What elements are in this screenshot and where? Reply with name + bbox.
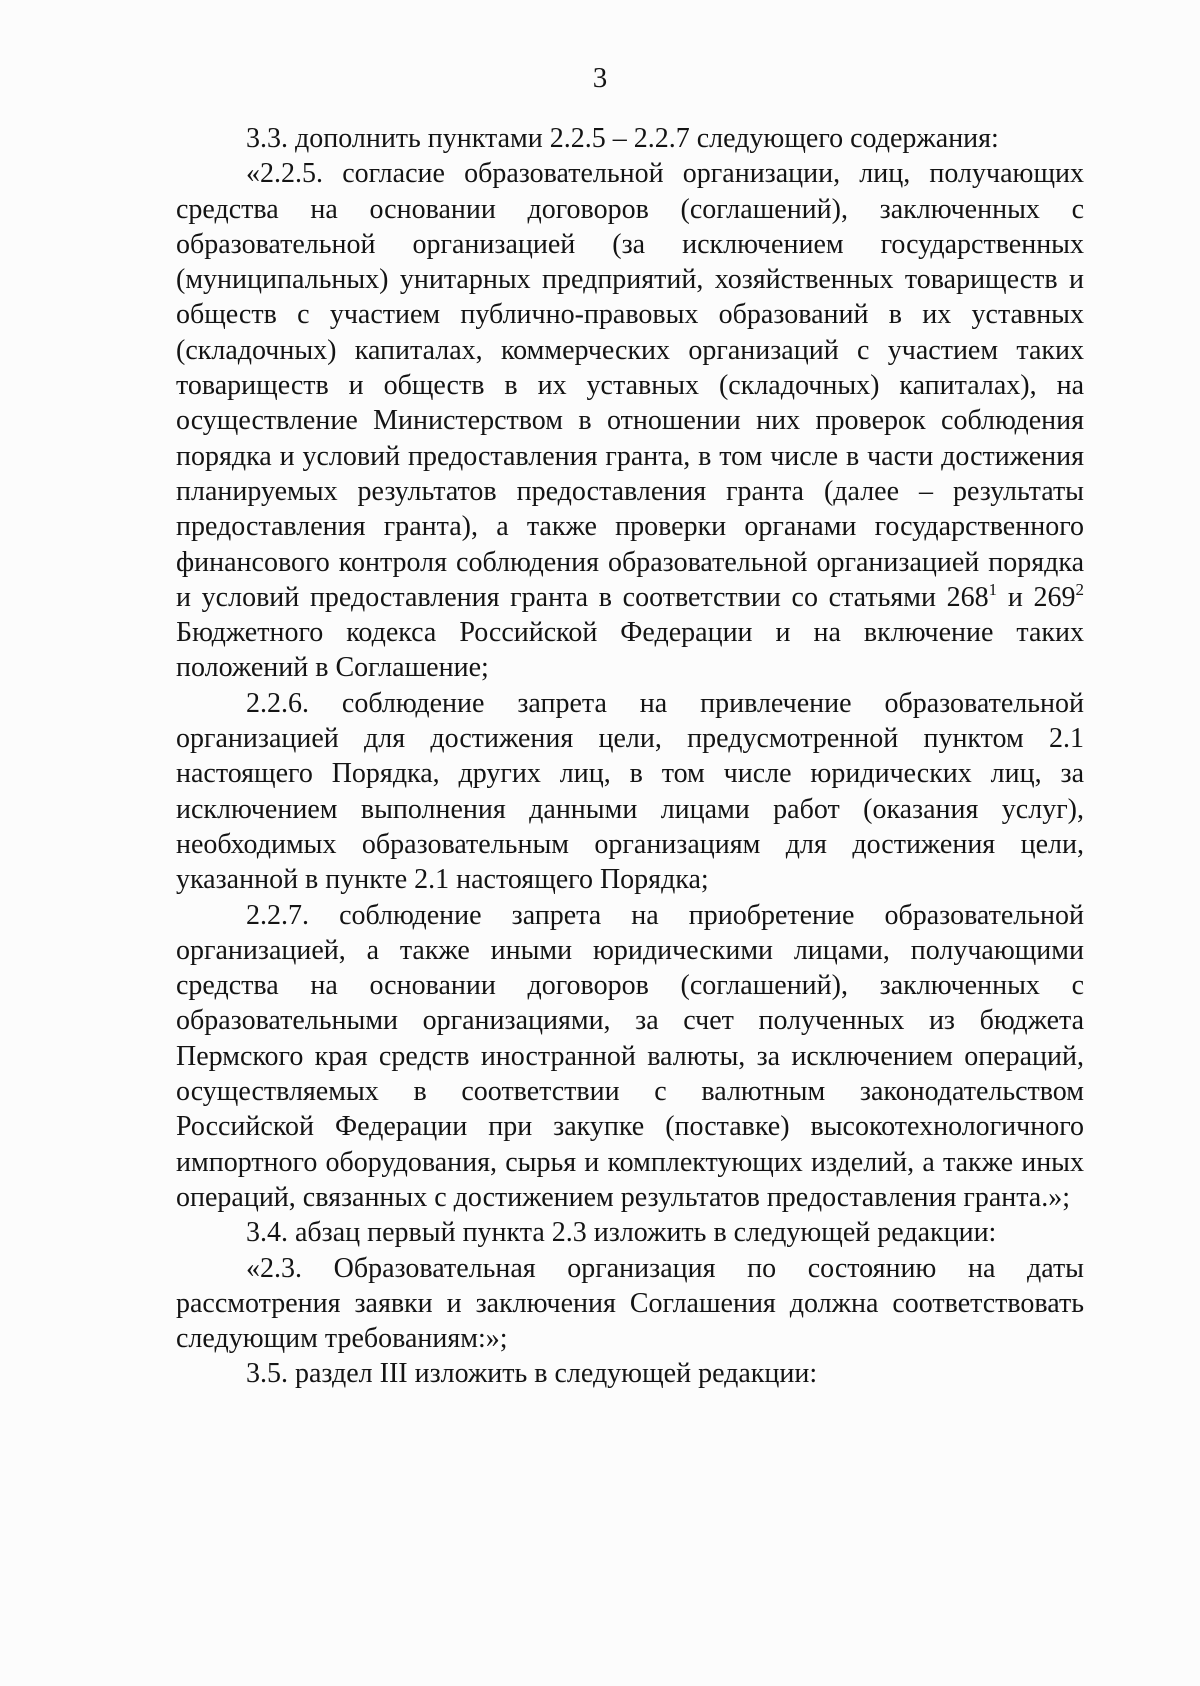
article-268-number: 268 <box>946 581 989 613</box>
paragraph-2-2-5-tail: Бюджетного кодекса Российской Федерации и на включение таких положений в Соглашение; <box>176 617 1084 684</box>
article-268-superscript: 1 <box>988 579 998 599</box>
paragraph-2-2-7: 2.2.7. соблюдение запрета на приобретение образовательной организацией, а также иными юридическими лицами, получающими средства на основании договоров (соглашений), заключенных с образовательными организациями, за счет полученных из бюджета Пермского края средств иностранной валюты, за исключением операций, осуществляемых в соответствии с валютным законодательством Российской Федерации при закупке (поставке) высокотехнологичного импортного оборудования, сырья и комплектующих изделий, а также иных операций, связанных с достижением результатов предоставления гранта.»; <box>176 899 1084 1213</box>
paragraph-3-4: 3.4. абзац первый пункта 2.3 изложить в следующей редакции: <box>246 1217 997 1249</box>
paragraph-3-3: 3.3. дополнить пунктами 2.2.5 – 2.2.7 следующего содержания: <box>246 123 999 154</box>
page-number: 3 <box>592 62 608 94</box>
paragraph-2-2-5-text: «2.2.5. согласие образовательной организации, лиц, получающих средства на основании договоров (соглашений), заключенных с образовательной организацией (за исключением государственных (муниципальных) унитарных предприятий, хозяйственных товариществ и обществ с участием публично-правовых образований в их уставных (складочных) капиталах, коммерческих организаций с участием таких товариществ и обществ в их уставных (складочных) капиталах), на осуществление Министерством в отношении них проверок соблюдения порядка и условий предоставления гранта, в том числе в части достижения планируемых результатов предоставления гранта (далее – результаты предоставления гранта), а также проверки органами государственного финансового контроля соблюдения образовательной организацией порядка и условий предоставления гранта в соответствии со статьями <box>176 158 1084 613</box>
paragraph-2-2-6: 2.2.6. соблюдение запрета на привлечение образовательной организацией для достижения цели, предусмотренной пунктом 2.1 настоящего Порядка, других лиц, в том числе юридических лиц, за исключением выполнения данными лицами работ (оказания услуг), необходимых образовательным организациям для достижения цели, указанной в пункте 2.1 настоящего Порядка; <box>176 687 1084 896</box>
paragraph-2-2-5 <box>176 156 1084 685</box>
document-body <box>176 121 1084 1392</box>
paragraph-2-3: «2.3. Образовательная организация по состоянию на даты рассмотрения заявки и заключения Соглашения должна соответствовать следующим требованиям:»; <box>176 1252 1084 1355</box>
article-269-superscript: 2 <box>1075 579 1084 599</box>
article-conjunction: и <box>997 581 1034 613</box>
article-269-number: 269 <box>1033 581 1076 613</box>
paragraph-3-5: 3.5. раздел III изложить в следующей редакции: <box>246 1358 818 1390</box>
